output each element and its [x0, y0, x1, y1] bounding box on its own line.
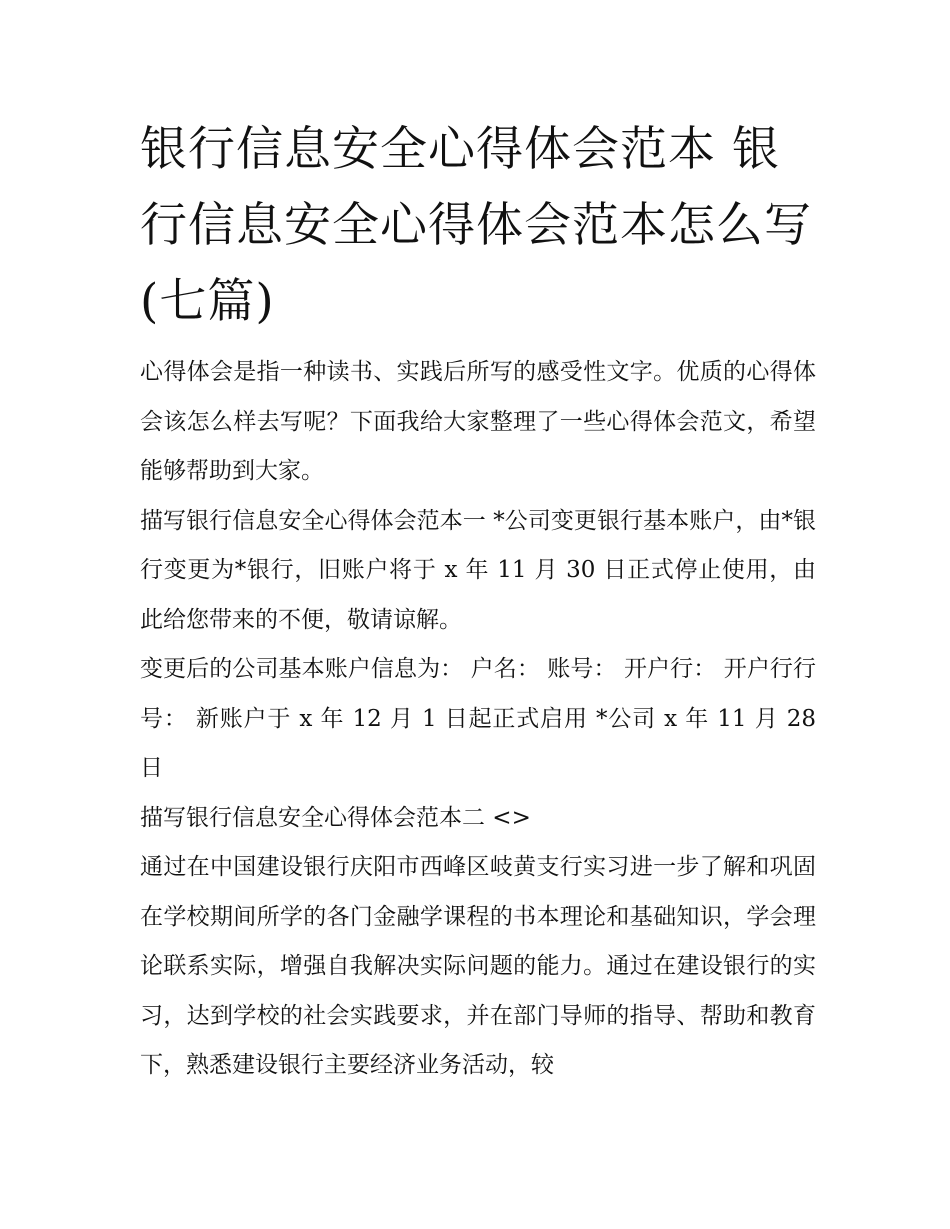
sample-one-paragraph: 描写银行信息安全心得体会范本一 *公司变更银行基本账户，由*银行变更为*银行，旧账户将于 x 年 11 月 30 日正式停止使用，由此给您带来的不便，敬请谅解。 — [140, 507, 816, 633]
sample-two-heading: 描写银行信息安全心得体会范本二 <> — [140, 804, 531, 831]
account-info-paragraph: 变更后的公司基本账户信息为： 户名： 账号： 开户行： 开户行行号： 新账户于 x 年 12 月 1 日起正式启用 *公司 x 年 11 月 28 日 — [140, 656, 816, 781]
document-body — [140, 112, 816, 1091]
intro-paragraph: 心得体会是指一种读书、实践后所写的感受性文字。优质的心得体会该怎么样去写呢？下面我给大家整理了一些心得体会范文，希望能够帮助到大家。 — [140, 359, 816, 484]
internship-paragraph: 通过在中国建设银行庆阳市西峰区岐黄支行实习进一步了解和巩固在学校期间所学的各门金融学课程的书本理论和基础知识，学会理论联系实际，增强自我解决实际问题的能力。通过在建设银行的实习，达到学校的社会实践要求，并在部门导师的指导、帮助和教育下，熟悉建设银行主要经济业务活动，较 — [140, 854, 816, 1078]
document-title: 银行信息安全心得体会范本 银行信息安全心得体会范本怎么写(七篇) — [140, 122, 812, 329]
